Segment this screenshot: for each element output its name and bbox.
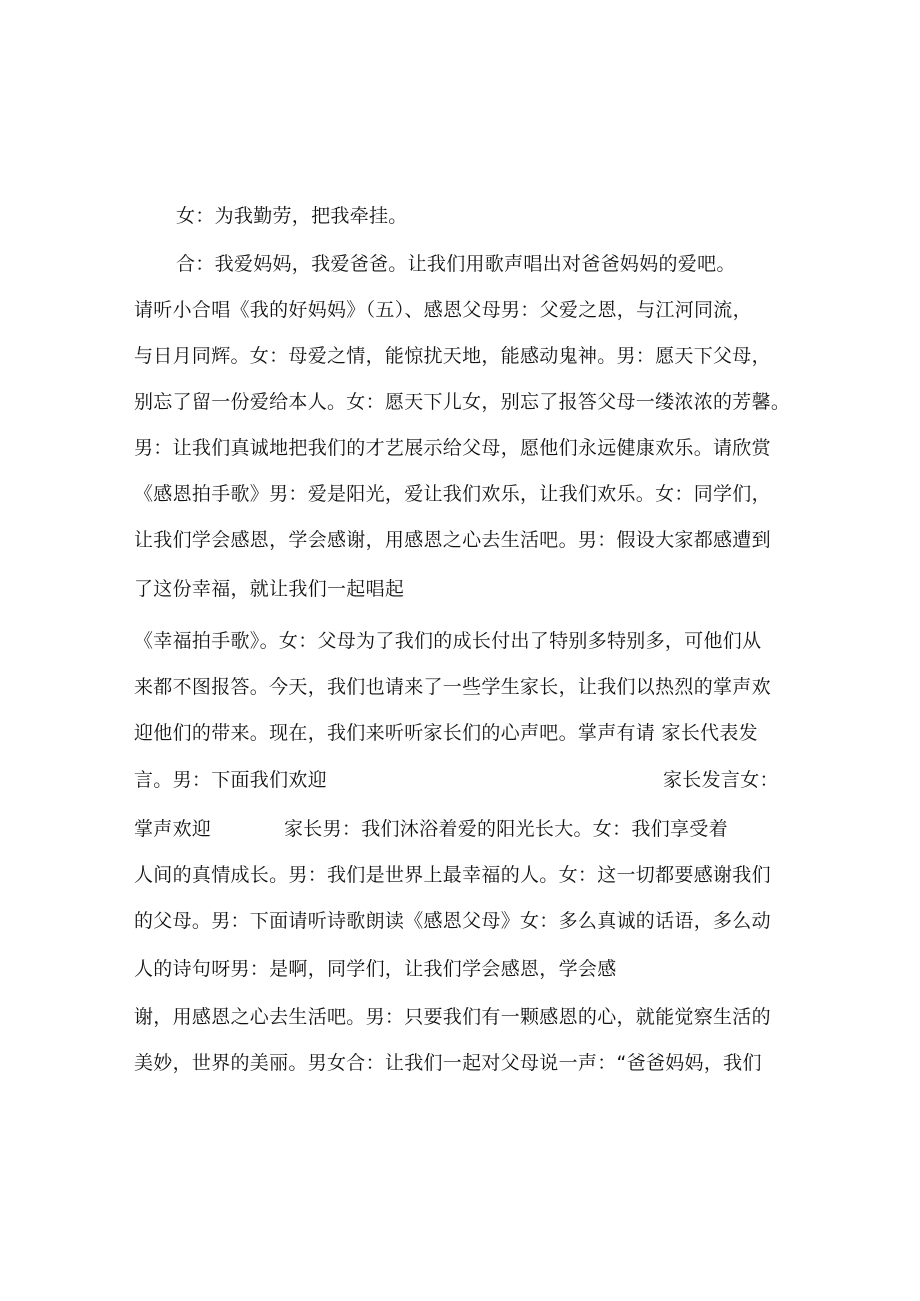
- text-line: 的父母。男：下面请听诗歌朗读《感恩父母》女：多么真诚的话语，多么动: [134, 910, 771, 932]
- text-line: 别忘了留一份爱给本人。女：愿天下儿女，别忘了报答父母一缕浓浓的芳馨。: [134, 391, 791, 413]
- text-line: 家长发言女：: [663, 769, 779, 791]
- text-line: 《幸福拍手歌》。女：父母为了我们的成长付出了特别多特别多，可他们从: [134, 630, 762, 652]
- text-line: 美妙，世界的美丽。男女合：让我们一起对父母说一声：“爸爸妈妈，我们: [134, 1052, 762, 1074]
- text-line: 让我们学会感恩，学会感谢，用感恩之心去生活吧。男：假设大家都感遭到: [134, 529, 771, 551]
- text-line: 《感恩拍手歌》男：爱是阳光，爱让我们欢乐，让我们欢乐。女：同学们，: [134, 483, 771, 505]
- text-line: 掌声欢迎: [134, 818, 212, 840]
- text-line: 来都不图报答。今天，我们也请来了一些学生家长，让我们以热烈的掌声欢: [134, 676, 771, 698]
- text-line: 女：为我勤劳，把我牵挂。: [176, 205, 408, 227]
- text-line: 谢，用感恩之心去生活吧。男：只要我们有一颗感恩的心，就能觉察生活的: [134, 1006, 771, 1028]
- text-line: 人间的真情成长。男：我们是世界上最幸福的人。女：这一切都要感谢我们: [134, 864, 771, 886]
- text-line: 请听小合唱《我的好妈妈》（五）、感恩父母男：父爱之恩，与江河同流，: [134, 299, 752, 321]
- text-line: 与日月同辉。女：母爱之情，能惊扰天地，能感动鬼神。男：愿天下父母，: [134, 345, 771, 367]
- text-line: 男：让我们真诚地把我们的才艺展示给父母，愿他们永远健康欢乐。请欣赏: [134, 437, 771, 459]
- text-line: 迎他们的带来。现在，我们来听听家长们的心声吧。掌声有请 家长代表发: [134, 722, 758, 744]
- text-line: 家长男：我们沐浴着爱的阳光长大。女：我们享受着: [284, 818, 728, 840]
- text-line: 言。男：下面我们欢迎: [134, 769, 328, 791]
- text-line: 人的诗句呀男：是啊，同学们，让我们学会感恩，学会感: [134, 958, 617, 980]
- text-line: 了这份幸福，就让我们一起唱起: [134, 578, 405, 600]
- text-line: 合：我爱妈妈，我爱爸爸。让我们用歌声唱出对爸爸妈妈的爱吧。: [176, 253, 736, 275]
